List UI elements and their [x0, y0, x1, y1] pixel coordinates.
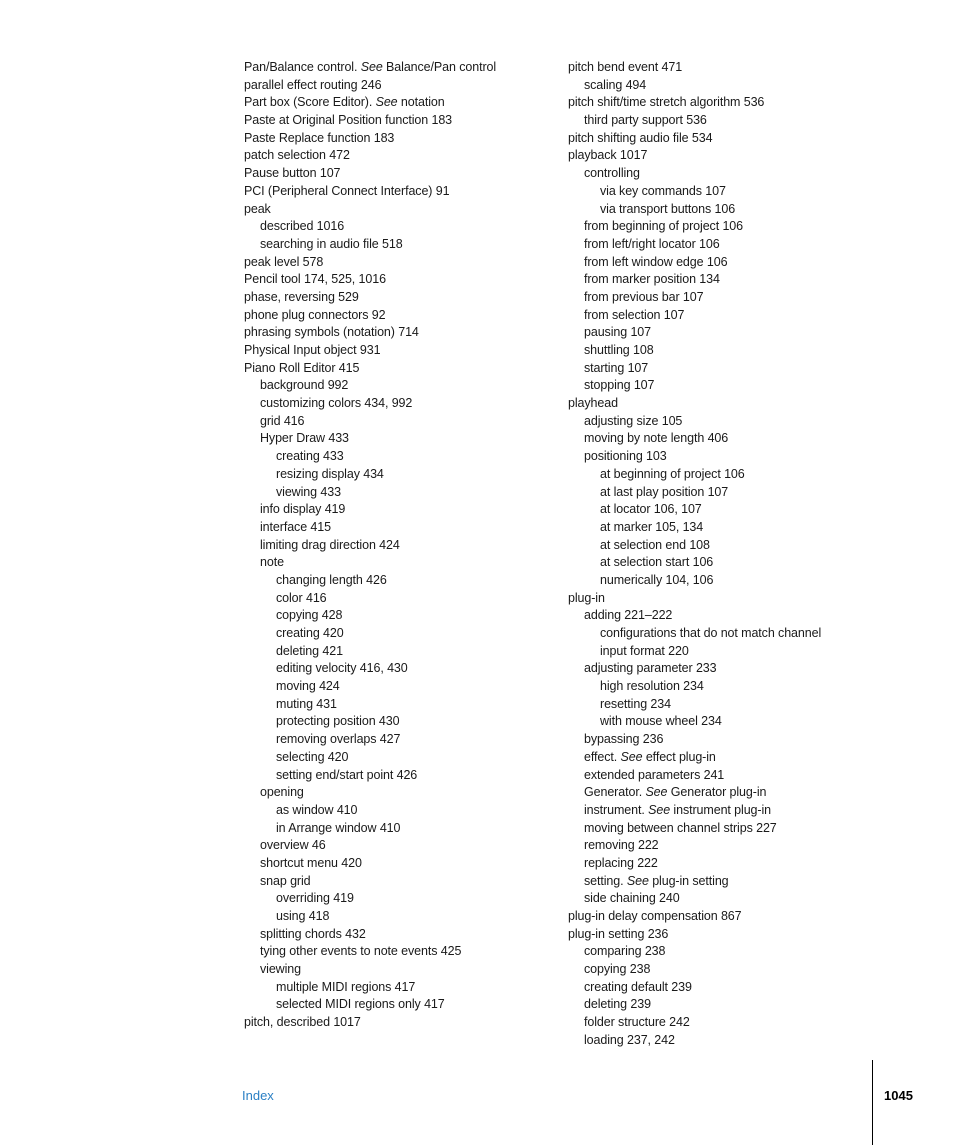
index-term: third party support 536	[584, 113, 707, 128]
index-entry	[244, 572, 564, 590]
index-term: replacing 222	[584, 855, 658, 870]
index-entry	[244, 183, 564, 201]
index-entry	[244, 660, 564, 678]
index-term: folder structure 242	[584, 1015, 690, 1030]
index-entry	[244, 501, 564, 519]
index-entry	[568, 430, 888, 448]
index-term: adjusting size 105	[584, 413, 683, 428]
index-term: bypassing 236	[584, 732, 664, 747]
index-entry	[244, 979, 564, 997]
index-entry	[568, 908, 888, 926]
index-term: shuttling 108	[584, 343, 654, 357]
index-term: at marker 105, 134	[600, 519, 704, 534]
index-entry	[244, 395, 564, 413]
index-entry	[244, 890, 564, 908]
index-term: at selection start 106	[600, 555, 714, 570]
index-term: pitch bend event 471	[568, 60, 683, 74]
index-term: Pan/Balance control.	[244, 60, 361, 74]
index-term: Pencil tool 174, 525, 1016	[244, 272, 386, 287]
index-entry	[244, 837, 564, 855]
index-entry	[568, 890, 888, 908]
index-entry	[244, 1014, 564, 1032]
index-entry	[244, 996, 564, 1014]
see-target: notation	[397, 95, 445, 110]
index-term: selected MIDI regions only 417	[276, 997, 445, 1012]
index-term: moving by note length 406	[584, 431, 729, 446]
index-term: splitting chords 432	[260, 926, 366, 941]
index-term: Generator.	[584, 785, 646, 800]
index-entry	[568, 731, 888, 749]
index-term: resetting 234	[600, 696, 671, 711]
index-entry	[244, 360, 564, 378]
index-term: background 992	[260, 378, 349, 393]
see-reference: See	[360, 60, 383, 74]
index-term: comparing 238	[584, 944, 666, 959]
index-column-left	[244, 59, 564, 1032]
index-term: info display 419	[260, 502, 346, 517]
index-term: Paste Replace function 183	[244, 130, 395, 145]
index-entry	[568, 360, 888, 378]
index-entry	[568, 448, 888, 466]
index-term: PCI (Peripheral Connect Interface) 91	[244, 183, 450, 198]
index-entry	[568, 218, 888, 236]
index-term: scaling 494	[584, 77, 647, 92]
index-entry	[568, 484, 888, 502]
see-target: instrument plug-in	[670, 802, 771, 817]
index-entry	[568, 289, 888, 307]
index-term: plug-in	[568, 590, 605, 605]
index-entry	[568, 1014, 888, 1032]
index-term: creating 433	[276, 449, 344, 464]
index-term: positioning 103	[584, 449, 667, 464]
index-term: phrasing symbols (notation) 714	[244, 325, 419, 340]
index-term: viewing	[260, 962, 301, 977]
footer-divider	[872, 1060, 873, 1145]
index-term: from selection 107	[584, 307, 685, 322]
index-term: removing 222	[584, 838, 659, 853]
index-term: at last play position 107	[600, 484, 729, 499]
index-term: stopping 107	[584, 378, 655, 393]
index-term: instrument.	[584, 802, 649, 817]
index-term: loading 237, 242	[584, 1032, 675, 1047]
index-term: opening	[260, 785, 304, 800]
index-entry	[568, 979, 888, 997]
index-term: pitch, described 1017	[244, 1015, 361, 1030]
index-entry	[568, 537, 888, 555]
index-entry	[568, 820, 888, 838]
index-term: as window 410	[276, 802, 358, 817]
index-entry	[244, 784, 564, 802]
index-term: playback 1017	[568, 148, 648, 163]
index-term: from marker position 134	[584, 272, 720, 287]
index-entry	[568, 501, 888, 519]
index-term: starting 107	[584, 360, 649, 375]
index-entry	[244, 678, 564, 696]
index-term: controlling	[584, 166, 640, 181]
index-entry	[568, 678, 888, 696]
index-entry	[244, 625, 564, 643]
index-entry	[568, 802, 888, 820]
index-term: phone plug connectors 92	[244, 307, 386, 322]
index-term: at selection end 108	[600, 537, 710, 552]
see-reference: See	[626, 873, 649, 888]
see-reference: See	[620, 749, 643, 764]
index-entry	[568, 590, 888, 608]
index-entry	[244, 271, 564, 289]
index-term: copying 428	[276, 608, 343, 623]
index-term: Part box (Score Editor).	[244, 95, 376, 110]
index-entry	[568, 130, 888, 148]
index-entry	[568, 961, 888, 979]
index-term: deleting 239	[584, 997, 651, 1012]
index-entry	[244, 377, 564, 395]
index-term: protecting position 430	[276, 714, 400, 729]
index-term: effect.	[584, 749, 621, 764]
index-entry	[244, 165, 564, 183]
index-entry	[568, 342, 888, 360]
index-term: removing overlaps 427	[276, 732, 401, 747]
index-term: in Arrange window 410	[276, 820, 401, 835]
index-term: creating 420	[276, 626, 344, 640]
index-entry	[568, 59, 888, 77]
index-entry	[244, 201, 564, 219]
index-entry	[244, 590, 564, 608]
index-entry	[244, 147, 564, 165]
index-term: moving 424	[276, 679, 340, 694]
index-term: limiting drag direction 424	[260, 537, 400, 552]
index-entry	[244, 324, 564, 342]
index-term: adding 221–222	[584, 608, 673, 623]
index-entry	[568, 466, 888, 484]
index-entry	[244, 908, 564, 926]
index-term: from left window edge 106	[584, 254, 728, 269]
index-term: Piano Roll Editor 415	[244, 360, 360, 375]
index-entry	[244, 643, 564, 661]
index-entry	[244, 430, 564, 448]
index-term: creating default 239	[584, 979, 692, 994]
index-entry	[568, 94, 888, 112]
index-entry	[244, 466, 564, 484]
index-entry	[244, 484, 564, 502]
index-entry	[568, 696, 888, 714]
index-term: color 416	[276, 590, 327, 605]
index-term: setting end/start point 426	[276, 767, 418, 782]
index-term: at beginning of project 106	[600, 466, 745, 481]
index-entry	[244, 537, 564, 555]
see-reference: See	[648, 802, 671, 817]
index-entry	[244, 696, 564, 714]
index-entry	[244, 713, 564, 731]
index-entry	[244, 254, 564, 272]
index-entry	[244, 448, 564, 466]
index-term: note	[260, 555, 284, 570]
index-entry	[244, 820, 564, 838]
index-term: grid 416	[260, 413, 305, 428]
index-term: copying 238	[584, 962, 651, 977]
index-entry	[568, 254, 888, 272]
index-term: snap grid	[260, 873, 311, 888]
index-entry	[568, 377, 888, 395]
index-entry	[244, 961, 564, 979]
see-target: plug-in setting	[648, 873, 729, 888]
index-entry	[244, 342, 564, 360]
index-term: resizing display 434	[276, 466, 384, 481]
index-entry	[568, 183, 888, 201]
index-entry	[244, 413, 564, 431]
index-entry	[244, 731, 564, 749]
see-reference: See	[645, 785, 668, 800]
index-entry	[244, 767, 564, 785]
index-entry	[244, 77, 564, 95]
index-entry	[568, 572, 888, 590]
index-entry	[244, 112, 564, 130]
index-entry	[244, 218, 564, 236]
index-entry	[244, 749, 564, 767]
index-term: editing velocity 416, 430	[276, 661, 408, 676]
index-entry	[568, 554, 888, 572]
index-entry	[568, 77, 888, 95]
see-reference: See	[375, 95, 398, 110]
index-term: phase, reversing 529	[244, 289, 359, 304]
index-term: playhead	[568, 396, 618, 411]
index-entry	[244, 943, 564, 961]
index-entry	[244, 236, 564, 254]
index-term: patch selection 472	[244, 148, 350, 163]
index-entry	[568, 784, 888, 802]
index-term: peak	[244, 201, 271, 216]
index-entry	[568, 926, 888, 944]
index-term: customizing colors 434, 992	[260, 396, 413, 411]
page-number: 1045	[884, 1088, 913, 1103]
index-entry	[568, 873, 888, 891]
see-target: Generator plug-in	[667, 785, 767, 800]
index-term: Paste at Original Position function 183	[244, 113, 453, 128]
index-entry	[568, 767, 888, 785]
index-entry	[568, 625, 888, 643]
index-term: overview 46	[260, 838, 326, 853]
index-entry	[568, 307, 888, 325]
index-column-right	[568, 59, 888, 1050]
index-entry	[568, 943, 888, 961]
index-term: numerically 104, 106	[600, 572, 714, 587]
index-term: Hyper Draw 433	[260, 431, 349, 446]
index-entry	[568, 837, 888, 855]
index-term: moving between channel strips 227	[584, 820, 777, 835]
index-entry	[244, 307, 564, 325]
index-term: pitch shifting audio file 534	[568, 130, 713, 145]
index-entry	[568, 660, 888, 678]
index-term: changing length 426	[276, 572, 387, 587]
index-term: plug-in setting 236	[568, 926, 669, 941]
index-term: multiple MIDI regions 417	[276, 979, 416, 994]
index-term: configurations that do not match channel	[600, 626, 822, 640]
index-entry	[568, 749, 888, 767]
index-term: plug-in delay compensation 867	[568, 909, 742, 923]
index-entry	[568, 713, 888, 731]
index-entry	[568, 1032, 888, 1050]
index-term: extended parameters 241	[584, 767, 725, 782]
index-entry	[244, 94, 564, 112]
footer-section-label[interactable]: Index	[242, 1088, 274, 1103]
index-term: tying other events to note events 425	[260, 944, 462, 959]
index-term: setting.	[584, 873, 627, 888]
index-term: via transport buttons 106	[600, 201, 736, 216]
index-entry	[568, 395, 888, 413]
index-term: selecting 420	[276, 749, 349, 764]
index-term: shortcut menu 420	[260, 855, 362, 870]
index-entry	[244, 59, 564, 77]
index-term: adjusting parameter 233	[584, 661, 717, 676]
index-entry	[568, 607, 888, 625]
index-term: interface 415	[260, 519, 331, 534]
index-entry	[244, 554, 564, 572]
index-entry	[244, 130, 564, 148]
index-term: deleting 421	[276, 643, 343, 658]
index-term: described 1016	[260, 219, 345, 234]
index-term: with mouse wheel 234	[600, 714, 722, 729]
index-term: high resolution 234	[600, 679, 704, 694]
index-entry	[568, 165, 888, 183]
index-term: peak level 578	[244, 254, 324, 269]
index-entry	[244, 519, 564, 537]
index-entry	[244, 926, 564, 944]
index-term: via key commands 107	[600, 183, 726, 198]
index-entry	[568, 643, 888, 661]
index-term: overriding 419	[276, 891, 354, 906]
index-term: from beginning of project 106	[584, 219, 744, 234]
index-entry	[244, 855, 564, 873]
index-term: input format 220	[600, 643, 689, 658]
index-entry	[244, 289, 564, 307]
index-entry	[568, 112, 888, 130]
index-term: searching in audio file 518	[260, 236, 403, 251]
index-term: Pause button 107	[244, 166, 341, 181]
index-term: viewing 433	[276, 484, 341, 499]
index-term: pausing 107	[584, 325, 652, 340]
index-term: pitch shift/time stretch algorithm 536	[568, 95, 765, 110]
index-entry	[568, 147, 888, 165]
index-term: from previous bar 107	[584, 289, 704, 304]
index-entry	[244, 607, 564, 625]
index-entry	[568, 855, 888, 873]
index-term: at locator 106, 107	[600, 502, 702, 517]
index-entry	[568, 519, 888, 537]
index-term: parallel effect routing 246	[244, 77, 382, 92]
index-term: side chaining 240	[584, 891, 680, 906]
index-term: muting 431	[276, 696, 337, 711]
see-target: Balance/Pan control	[382, 60, 497, 74]
index-term: using 418	[276, 909, 330, 923]
index-entry	[568, 271, 888, 289]
index-entry	[568, 236, 888, 254]
index-entry	[568, 324, 888, 342]
index-term: from left/right locator 106	[584, 236, 720, 251]
index-entry	[244, 802, 564, 820]
see-target: effect plug-in	[642, 749, 716, 764]
index-entry	[568, 201, 888, 219]
index-term: Physical Input object 931	[244, 343, 381, 357]
index-entry	[244, 873, 564, 891]
index-entry	[568, 413, 888, 431]
index-entry	[568, 996, 888, 1014]
